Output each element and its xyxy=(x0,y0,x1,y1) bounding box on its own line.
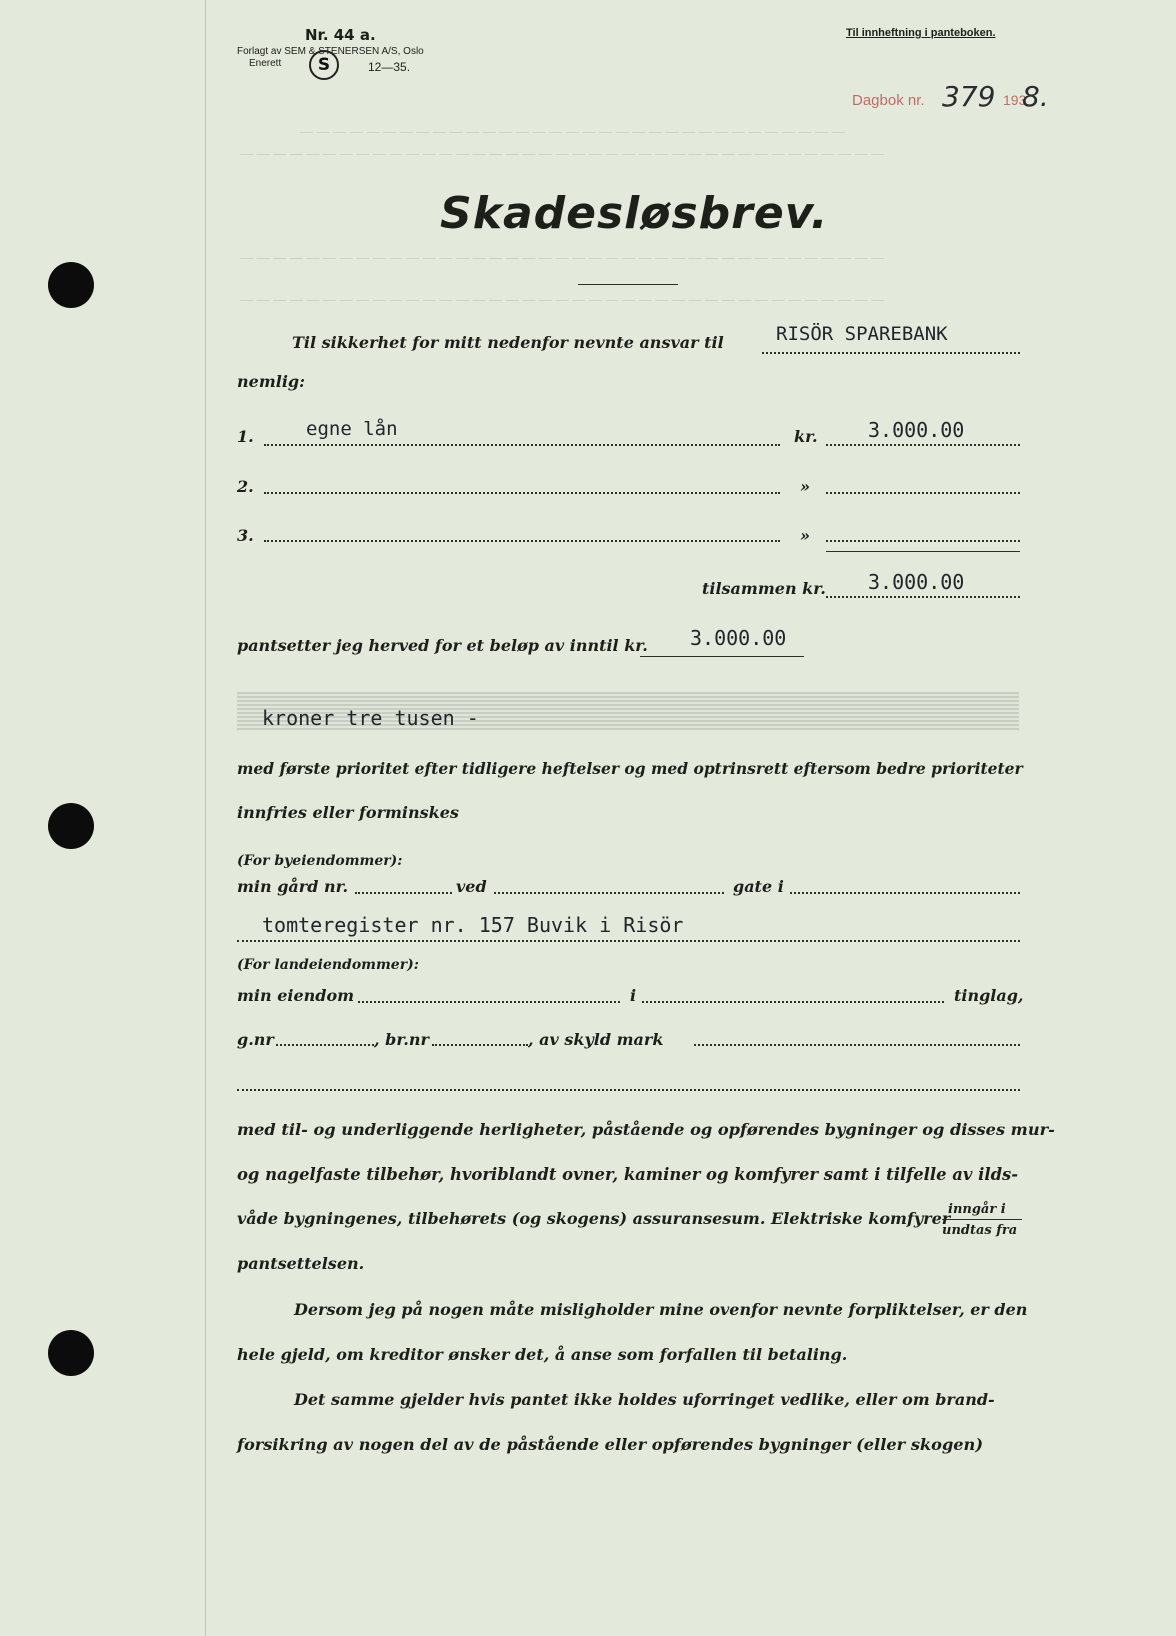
creditor-name: RISÖR SPAREBANK xyxy=(776,323,948,345)
title-underline xyxy=(578,284,678,285)
form-number: Nr. 44 a. xyxy=(305,26,376,44)
dagbok-number: 379 xyxy=(942,80,996,113)
bleed-through-text: — — — — — — — — — — — — — — — — — — — — — — — — — — — — — — — — — — — — — — — xyxy=(240,250,885,265)
margin-line xyxy=(205,0,206,1636)
item-1-amount: 3.000.00 xyxy=(868,418,965,442)
item-3-number: 3. xyxy=(237,526,254,545)
item-1-desc-line xyxy=(264,444,780,446)
bleed-through-text: — — — — — — — — — — — — — — — — — — — — — — — — — — — — — — — — — — — — — — — xyxy=(240,292,885,307)
p2-line1: Dersom jeg på nogen måte misligholder mine ovenfor nevnte forpliktelser, er den xyxy=(294,1300,1028,1319)
punch-hole-bottom xyxy=(48,1330,94,1376)
priority-text: med første prioritet efter tidligere heftelser og med optrinsrett eftersom bedre prioriteter xyxy=(237,759,1023,778)
total-amount-line xyxy=(826,596,1020,598)
p3-line2: forsikring av nogen del av de påstående eller opførendes bygninger (eller skogen) xyxy=(237,1435,983,1454)
label-ved: ved xyxy=(456,877,487,896)
gnr-line xyxy=(276,1044,374,1046)
item-3-desc-line xyxy=(264,540,780,542)
punch-hole-middle xyxy=(48,803,94,849)
eiendom-line xyxy=(358,1001,620,1003)
date-code: 12—35. xyxy=(368,60,411,74)
p2-line2: hele gjeld, om kreditor ønsker det, å anse som forfallen til betaling. xyxy=(237,1345,848,1364)
item-1-amount-line xyxy=(826,444,1020,446)
nemlig-label: nemlig: xyxy=(237,372,305,391)
gard-nr-line xyxy=(355,892,452,894)
item-1-number: 1. xyxy=(237,427,254,446)
rural-property-heading: (For landeiendommer): xyxy=(237,957,419,973)
total-amount: 3.000.00 xyxy=(868,570,965,594)
p3-line1: Det samme gjelder hvis pantet ikke holdes uforringet vedlike, eller om brand- xyxy=(294,1390,995,1409)
city-property-heading: (For byeiendommer): xyxy=(237,853,403,869)
label-gnr: g.nr xyxy=(237,1030,274,1049)
item-2-amount-line xyxy=(826,492,1020,494)
bleed-through-text: — — — — — — — — — — — — — — — — — — — — — — — — — — — — — — — — — — — — — — — xyxy=(240,146,885,161)
label-tinglag: tinglag, xyxy=(954,986,1024,1005)
option-inngar: inngår i xyxy=(948,1202,1006,1217)
label-skyld: , av skyld mark xyxy=(528,1030,664,1049)
p1-line2: og nagelfaste tilbehør, hvoriblandt ovner, kaminer og komfyrer samt i tilfelle av ilds- xyxy=(237,1165,1019,1184)
property-entry-line xyxy=(237,940,1020,942)
p1-line4: pantsettelsen. xyxy=(237,1254,365,1273)
item-1-description: egne lån xyxy=(306,418,398,440)
ved-line xyxy=(494,892,724,894)
punch-hole-top xyxy=(48,262,94,308)
dagbok-label: Dagbok nr. xyxy=(852,92,925,109)
p1-line3: våde bygningenes, tilbehørets (og skogens) assuransesum. Elektriske komfyrer xyxy=(237,1209,951,1228)
sum-rule xyxy=(826,551,1020,552)
creditor-label: Til sikkerhet for mitt nedenfor nevnte ansvar til xyxy=(292,333,724,352)
creditor-field-line xyxy=(762,352,1020,354)
enerett: Enerett xyxy=(249,58,282,69)
i-line xyxy=(642,1001,944,1003)
extra-line xyxy=(237,1089,1020,1091)
label-gard-nr: min gård nr. xyxy=(237,877,349,896)
filing-note: Til innheftning i panteboken. xyxy=(846,27,996,39)
item-2-unit: » xyxy=(800,477,810,496)
label-i: i xyxy=(630,986,637,1005)
option-divider xyxy=(942,1219,1022,1220)
document-title: Skadesløsbrev. xyxy=(440,188,829,239)
option-undtas: undtas fra xyxy=(942,1223,1018,1238)
p1-line1: med til- og underliggende herligheter, påstående og opførendes bygninger og disses mur- xyxy=(237,1120,1055,1139)
bleed-through-text: — — — — — — — — — — — — — — — — — — — — — — — — — — — — — — — — — xyxy=(300,124,845,139)
gate-line xyxy=(790,892,1020,894)
pledge-amount-line xyxy=(640,656,804,657)
dagbok-year-print: 193 xyxy=(1003,92,1027,108)
item-1-unit: kr. xyxy=(794,427,818,446)
item-3-amount-line xyxy=(826,540,1020,542)
amount-in-words: kroner tre tusen - xyxy=(262,706,479,730)
dagbok-year-hand: 8. xyxy=(1022,80,1049,113)
item-2-desc-line xyxy=(264,492,780,494)
skyld-line xyxy=(694,1044,1020,1046)
label-brnr: , br.nr xyxy=(374,1030,429,1049)
property-entry: tomteregister nr. 157 Buvik i Risör xyxy=(262,913,684,937)
publisher: Forlagt av SEM & STENERSEN A/S, Oslo xyxy=(237,46,424,57)
pledge-amount: 3.000.00 xyxy=(690,626,787,650)
total-label: tilsammen kr. xyxy=(702,579,826,598)
label-min-eiendom: min eiendom xyxy=(237,986,355,1005)
label-gate: gate i xyxy=(733,877,784,896)
publisher-logo: S xyxy=(309,50,339,80)
item-2-number: 2. xyxy=(237,477,254,496)
brnr-line xyxy=(432,1044,528,1046)
item-3-unit: » xyxy=(800,526,810,545)
priority-text-2: innfries eller forminskes xyxy=(237,803,459,822)
pledge-label: pantsetter jeg herved for et beløp av inntil kr. xyxy=(237,636,648,655)
